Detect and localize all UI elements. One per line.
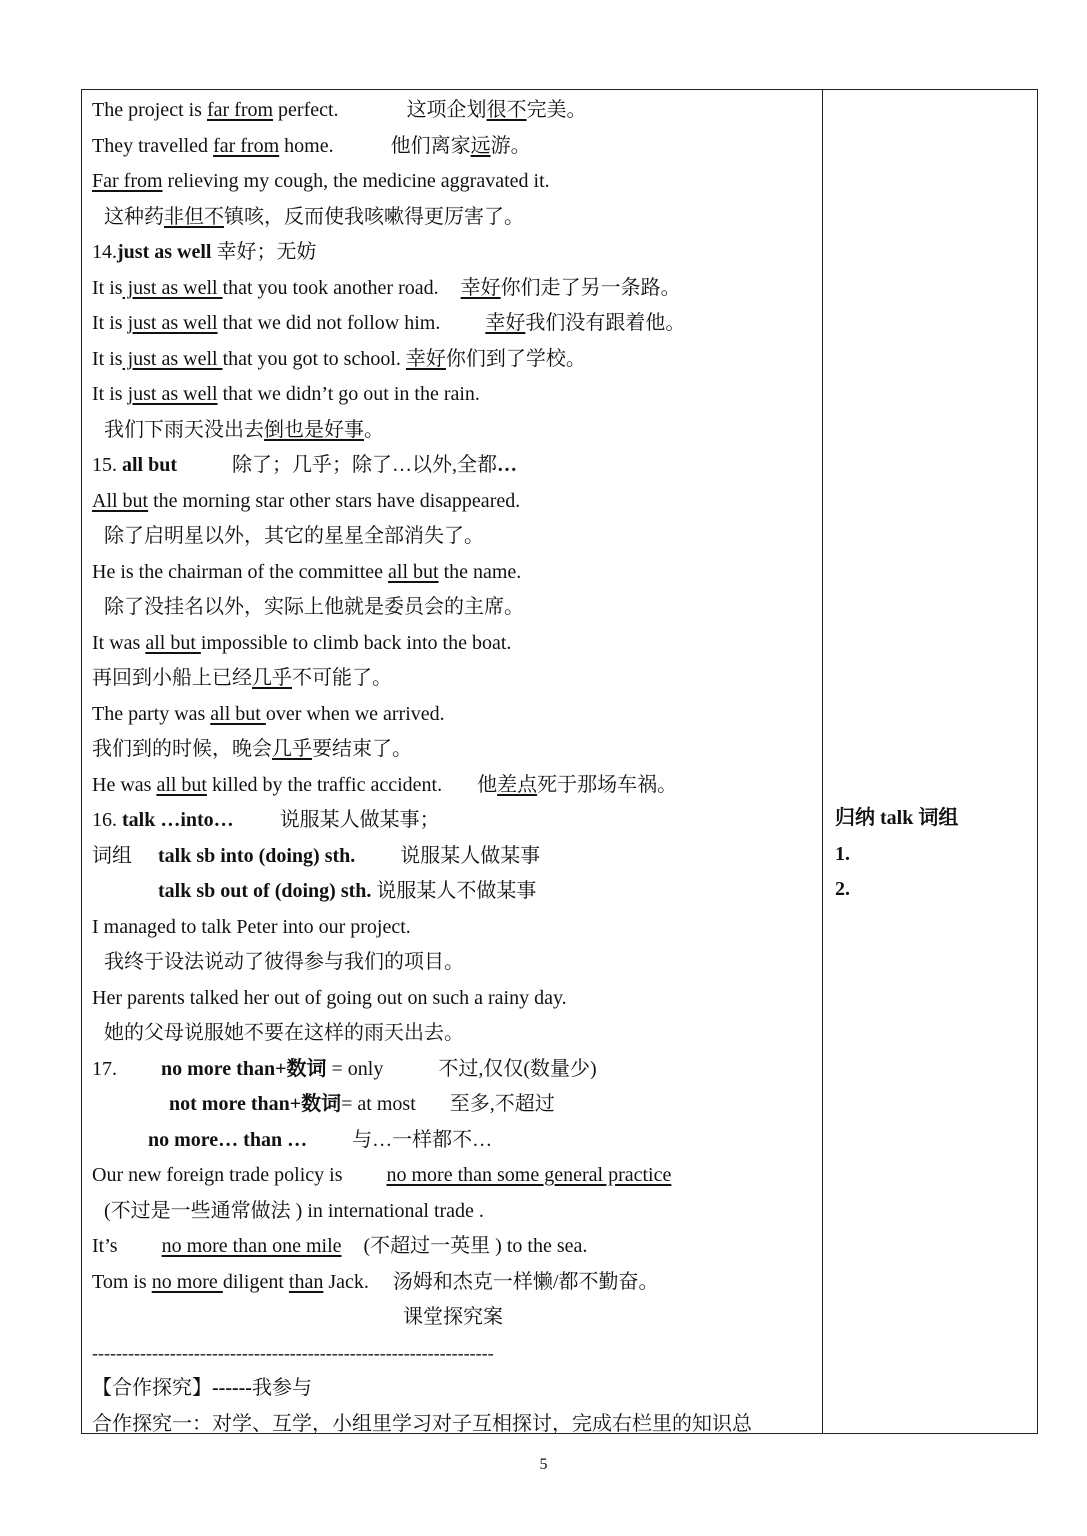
example-line: Far from relieving my cough, the medicine aggravated it. <box>92 170 550 192</box>
item-heading: 14.just as well 幸好；无妨 <box>92 241 317 263</box>
section-title: 课堂探究案 <box>403 1306 503 1328</box>
translation-line: 除了没挂名以外，实际上他就是委员会的主席。 <box>104 596 524 618</box>
translation-line: 她的父母说服她不要在这样的雨天出去。 <box>104 1022 464 1044</box>
translation-line: 这种药非但不镇咳，反而使我咳嗽得更厉害了。 <box>104 205 524 228</box>
dash-separator: ------------------------------------------------------------------- <box>92 1342 494 1363</box>
example-line: It was all but impossible to climb back into the boat. <box>92 631 512 654</box>
item-heading: 17. no more than+数词 = only 不过,仅仅(数量少) <box>92 1057 597 1080</box>
phrase-line: talk sb out of (doing) sth. 说服某人不做某事 <box>158 880 537 902</box>
example-line: It is just as well that you got to school. 幸好你们到了学校。 <box>92 347 586 370</box>
example-line: It is just as well that we didn’t go out in the rain. <box>92 383 480 405</box>
side-column <box>835 801 1025 908</box>
translation-line: 我终于设法说动了彼得参与我们的项目。 <box>104 951 464 973</box>
translation-line: 我们下雨天没出去倒也是好事。 <box>104 418 384 441</box>
column-divider <box>822 89 823 1434</box>
side-title: 归纳 talk 词组 <box>835 807 959 829</box>
key-phrase: far from <box>213 134 280 157</box>
item-heading: 16. talk …into… 说服某人做某事； <box>92 809 440 831</box>
example-line: All but the morning star other stars have disappeared. <box>92 489 521 512</box>
example-line: He is the chairman of the committee all but the name. <box>92 560 522 583</box>
instruction-line: 合作探究一：对学、互学，小组里学习对子互相探讨，完成右栏里的知识总 <box>92 1412 752 1435</box>
exercise-line: Tom is no more diligent than Jack. 汤姆和杰克一样懒/都不勤奋。 <box>92 1270 659 1293</box>
phrase-line: no more… than … 与…一样都不… <box>148 1128 493 1151</box>
translation-line: 除了启明星以外，其它的星星全部消失了。 <box>104 525 484 547</box>
side-item: 2. <box>835 878 850 900</box>
example-line: They travelled far from home. 他们离家远游。 <box>92 134 531 157</box>
exercise-line: Our new foreign trade policy is no more than some general practice <box>92 1164 672 1186</box>
example-line: The party was all but over when we arrived. <box>92 702 445 725</box>
phrase-line: 词组 talk sb into (doing) sth. 说服某人做某事 <box>92 844 541 867</box>
phrase-line: not more than+数词= at most 至多,不超过 <box>169 1093 555 1115</box>
exercise-line: It’s no more than one mile (不超过一英里 ) to the sea. <box>92 1235 588 1257</box>
side-item: 1. <box>835 842 850 865</box>
example-line: Her parents talked her out of going out on such a rainy day. <box>92 986 567 1009</box>
main-column <box>92 93 814 1442</box>
example-line: He was all but killed by the traffic accident. 他差点死于那场车祸。 <box>92 773 678 796</box>
example-line: The project is far from perfect. 这项企划很不完美。 <box>92 99 587 121</box>
page-number: 5 <box>539 1456 548 1473</box>
translation-line: 再回到小船上已经几乎不可能了。 <box>92 667 392 689</box>
section-heading: 【合作探究】------我参与 <box>92 1377 312 1399</box>
key-phrase: Far from <box>92 170 163 192</box>
example-line: It is just as well that we did not follow him. 幸好我们没有跟着他。 <box>92 312 686 334</box>
translation-line: 我们到的时候，晚会几乎要结束了。 <box>92 738 412 760</box>
exercise-line: (不过是一些通常做法 ) in international trade . <box>104 1199 484 1222</box>
example-line: I managed to talk Peter into our project. <box>92 915 411 938</box>
key-phrase: far from <box>206 99 274 121</box>
example-line: It is just as well that you took another road. 幸好你们走了另一条路。 <box>92 276 681 299</box>
item-heading: 15. all but 除了；几乎；除了…以外,全都… <box>92 454 518 476</box>
